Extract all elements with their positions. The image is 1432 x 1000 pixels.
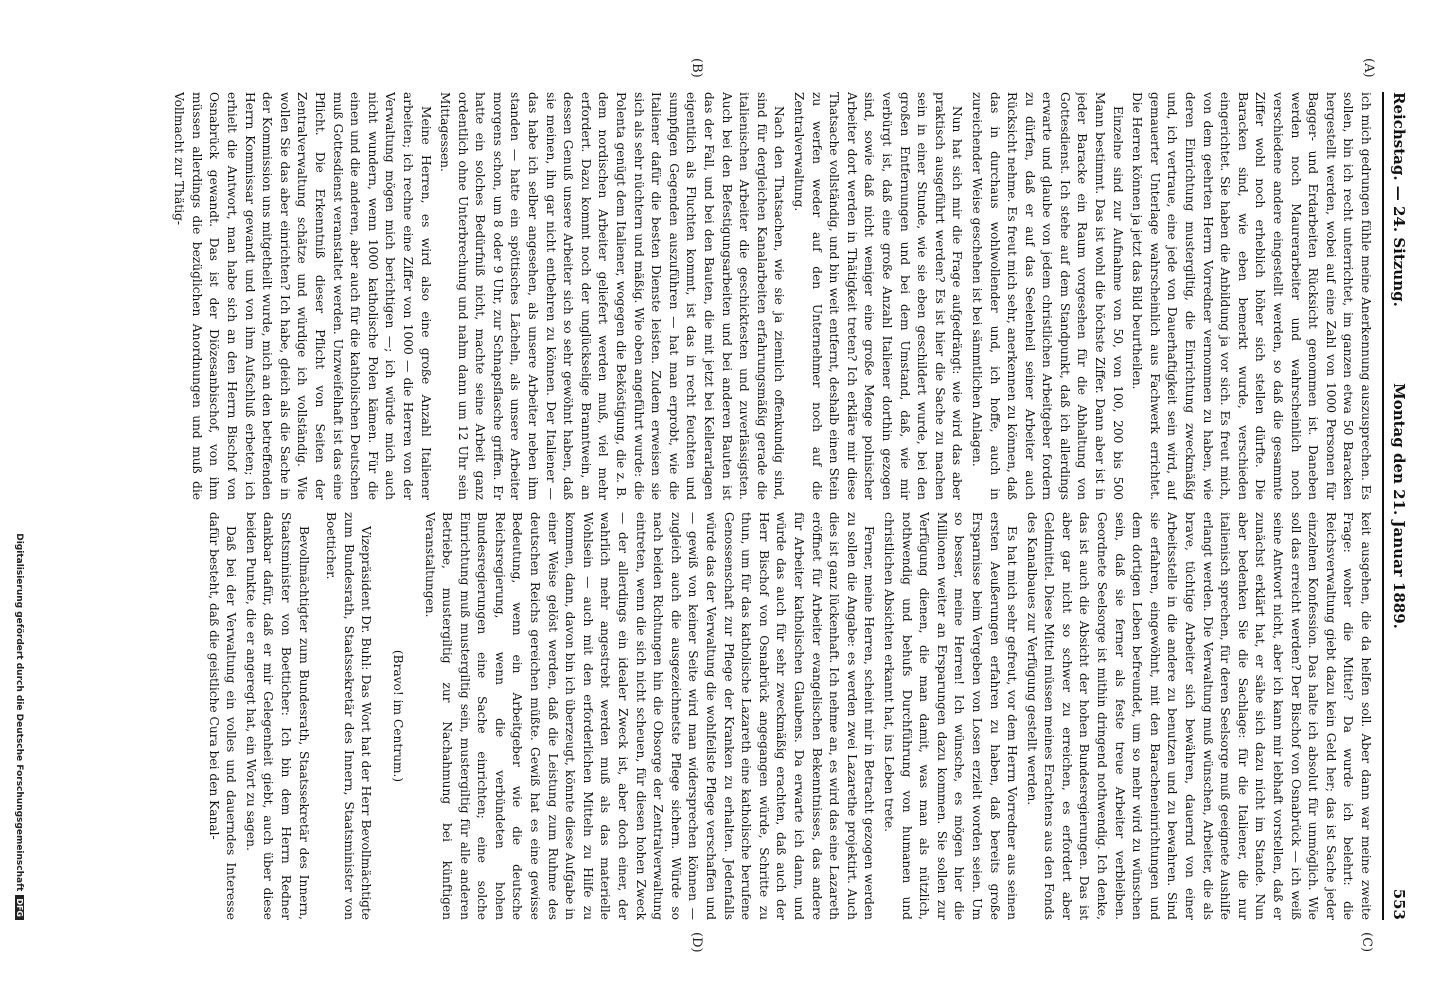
paragraph: Nach den Thatsachen, wie sie ja ziemlich offenkundig sind, sind für dergleichen Kanalarbeiten erfahrungsmäßig gerade die italienischen Arbeiter die geschicktesten und zuverlässigsten. Auch bei den Befestigungsarbeiten und bei anderen Bauten ist das der Fall, und bei den Bauten, die mit jetzt bei Kellerarlagen eigentlich als Fluchten kommt, ist das in recht feuchten und sumpfigen Gegenden auszuführen — hat man erprobt, wie die Italiener dafür die besten Dienste leisten. Zudem erweisen sie sich als sehr nüchtern und mäßig. Wie oben angeführt wurde: die Polenta genügt dem Italiener, wogegen die Beköstigung, die z. B. dem nordischen Arbeiter geliefert werden muß, viel mehr erfordert. Dazu kommt noch der unglückselige Branntwein, an dessen Genuß unsere Arbeiter sich so sehr gewöhnt haben, daß sie meinen, ihn gar nicht entbehren zu können. Der Italiener — das habe ich selber angesehen, als unsere Arbeiter neben ihm standen — hatte ein spöttisches Lächeln, als unsere Arbeiter morgens schon, um 8 oder 9 Uhr, zur Schnapsflasche griffen. Er hatte ein solches Bedürfniß nicht, machte seine Arbeit ganz ordentlich ohne Unterbrechung und nahm dann um 12 Uhr sein Mittagessen.	[438, 92, 787, 500]
paragraph: Daß bei der Verwaltung ein volles und dauerndes Interesse dafür besteht, daß die geistliche Cura bei den Kanal-	[206, 512, 239, 920]
page-header	[1382, 92, 1414, 920]
paragraph: Meine Herren, es wird also eine große Anzahl Italiener arbeiten; ich rechne eine Ziffer von 1000 — die Herren von der Verwaltung mögen mich berichtigen —; ich würde mich auch nicht wundern, wenn 1000 katholische Polen kämen. Für die einen und die anderen, aber auch für die katholischen Deutschen muß Gottesdienst veranstaltet werden. Unzweifelhaft ist das eine Pflicht. Die Erkenntniß dieser Pflicht von Seiten der Zentralverwaltung schätze und würdige ich vollständig. Wie wollen Sie das aber einrichten? Ich habe, gleich als die Sache in der Kommission uns mitgetheilt wurde, mich an den betreffenden Herrn Kommissar gewandt und von ihm Aufschluß erbeten; ich erhielt die Antwort, man habe sich an den Herrn Bischof von Osnabrück gewandt. Das ist der Diözesanbischof, von ihm müssen allerdings die bezüglichen Anordnungen und muß die Vollmacht zur Thätig-	[172, 92, 433, 500]
speaker-paragraph: Vizepräsident Dr. Buhl: Das Wort hat der Herr Bevollmächtigte zum Bundesrath, Staatssekretär des Innern, Staatsminister von Boetticher.	[324, 512, 374, 920]
paragraph: Nun hat sich mir die Frage aufgedrängt: wie wird das aber praktisch ausgeführt werden? Es ist hier die Sache zu machen sein in einer Stunde, wie sie eben geschildert wurde, bei den großen Entfernungen und bei dem Umstand, daß, wie mir verbürgt ist, daß eine große Anzahl Italiener dorthin gezogen sind, sowie daß nicht weniger eine große Menge polnischer Arbeiter dort werden in Thätigkeit treten? Ich erkläre mir diese Thatsache vollständig, und bin weit entfernt, deshalb einen Stein zu werfen weder auf den Unternehmer noch auf die Zentralverwaltung.	[792, 92, 965, 500]
margin-mark-c: (C)	[1359, 932, 1374, 953]
paragraph: keit ausgehen, die da helfen soll. Aber dann war meine zweite Frage: woher die Mittel? Da wurde ich belehrt: die Reichsverwaltung giebt dazu kein Geld her; das ist Sache jeder einzelnen Konfession. Das halte ich absolut für unmöglich. Wie soll das erreicht werden? Der Bischof von Osnabrück — ich weiß seine Antwort nicht, aber ich kann mir lebhaft vorstellen, daß er zunächst erklärt hat, er sähe sich dazu nicht im Stande. Nun aber bedenken Sie die Sachlage: für die Italiener, die nur italienisch sprechen, für deren Seelsorge muß geeignete Aushilfe erlangt werden. Die Verwaltung muß wünschen, Arbeiter, die als brave, tüchtige Arbeiter sich bewähren, dauernd von einer Arbeitsstelle in die andere zu benutzen und zu bewahren. Sind sie erfahren, eingewöhnt, mit den Baracheneinrichtungen und dem dortigen Leben befreundet, um so mehr wird zu wünschen sein, daß sie ferner als feste treue Arbeiter verbleiben. Geordnete Seelsorge ist mithin dringend nothwendig. Ich denke, das ist auch die Absicht der hohen Bundesregierungen. Das ist aber gar nicht so schwer zu erreichen, es erfordert aber Geldmittel. Diese Mittel müssen meines Erachtens aus den Fonds des Kanalbaues zur Verfügung gestellt werden.	[1024, 512, 1373, 920]
paragraph: Einzelne sind zur Aufnahme von 50, von 100, 200 bis 500 Mann bestimmt. Das ist wohl die höchste Ziffer. Dann aber ist in jeder Baracke ein Raum vorgesehen für die Abhaltung von Gottesdienst. Ich stehe auf dem Standpunkt, daß ich allerdings erwarte und glaube von jedem christlichen Arbeitgeber fordern zu dürfen, daß er auf das Seelenheil seiner Arbeiter auch Rücksicht nehme. Es freut mich sehr, anerkennen zu können, daß das in durchaus wohlwollender und, ich hoffe, auch in zureichender Weise geschehen ist bei sämmtlichen Anlagen.	[969, 92, 1125, 500]
applause-note: (Bravo! im Centrum.)	[390, 649, 405, 783]
paragraph: Es hat mich sehr gefreut, vor dem Herrn Vorredner aus seinen ersten Aeußerungen erfahren zu haben, daß bereits große Ersparnisse beim Vergeben von Losen erzielt worden seien. Um so besser, meine Herren! Ich wünsche, es mögen hier die Millionen weiter an Ersparungen dazu kommen. Sie sollen zur Verfügung dienen, die man damit, was man als nützlich, nothwendig und behufs Durchführung von humanen und christlichen Absichten erkannt hat, ins Leben trete.	[881, 512, 1020, 920]
funding-note: Digitalisierung gefördert durch die Deutsche Forschungsgemeinschaft	[14, 533, 24, 892]
paragraph: Ferner, meine Herren, scheint mir in Betracht gezogen werden zu sollen die Angabe: es werden zwei Lazarethe projektirt. Auch dies ist ganz lückenhaft. Ich nehme an, es wird das eine Lazareth eröffnet für Arbeiter evangelischen Bekenntnisses, das andere für Arbeiter katholischen Glaubens. Da erwarte ich dann, und würde das auch für sehr zweckmäßig erachten, daß auch der Herr Bischof von Osnabrück angegangen würde, Schritte zu thun, um für das katholische Lazareth eine katholische berufene Genossenschaft zur Pflege der Kranken zu erhalten. Jedenfalls würde das der Verwaltung die wohlfeilste Pflege verschaffen und — gewiß von keiner Seite wird man widersprechen können — zugleich auch die ausgezeichnetste Pflege sichern. Würde so nach beiden Richtungen hin die Obsorge der Zentralverwaltung eintreten, wenn die sich nicht scheuen, für diesen hohen Zweck — der allerdings ein idealer Zweck ist, aber doch einer, der wahrlich mehr angestrebt werden muß als das materielle Wohlsein — auch mit den erforderlichen Mitteln zu Hilfe zu kommen, dann, davon bin ich überzeugt, könnte diese Aufgabe in einer Weise gelöst werden, daß die Leistung zum Ruhme des deutschen Reichs gereichen müßte. Gewiß hat es eine gewisse Bedeutung, wenn ein Arbeitgeber wie die deutsche Reichsregierung, wenn die verbündeten hohen Bundesregierungen eine Sache einrichten; eine solche Einrichtung muß mustergiltig sein, mustergiltig für alle anderen Betriebe, mustergiltig zur Nachahmung bei künftigen Veranstaltungen.	[422, 512, 877, 920]
margin-mark-d: (D)	[689, 932, 704, 953]
header-left: Reichstag. — 24. Sitzung.	[1390, 92, 1408, 307]
speaker-paragraph: Bevollmächtigter zum Bundesrath, Staatssekretär des Innern, Staatsminister von Boetticher: Ich bin dem Herrn Redner dankbar dafür, daß er mir Gelegenheit giebt, auch über diese beiden Punkte, die er angeregt hat, ein Wort zu sagen.	[243, 512, 311, 920]
left-column	[94, 92, 1374, 500]
paragraph: ich mich gedrungen fühle meine Anerkennung auszusprechen. Es sollen, bin ich recht unterrichtet, im ganzen etwa 50 Baracken hergestellt werden, wobei auf eine Zahl von 1000 Personen für Bagger- und Erdarbeiten Rücksicht genommen ist. Daneben werden noch Maurerarbeiter und wahrscheinlich noch verschiedene andere eingestellt werden, so daß die gesammte Ziffer wohl noch erheblich höher sich stellen dürfte. Die Baracken sind, wie eben bemerkt wurde, verschieden eingerichtet. Sie haben die Anbildung ja vor sich. Es freut mich, von dem geehrten Herrn Vorredner vernommen zu haben, wie deren Einrichtung mustergiltig, die Einrichtung zweckmäßig und, ich vertraue, eine jede von Dauerhaftigkeit sein wird, auf gemauerter Unterlage wahrscheinlich aus Fachwerk errichtet. Die Herren können ja jetzt das Bild beurtheilen.	[1130, 92, 1373, 500]
funding-footer	[14, 90, 24, 920]
margin-mark-a: (A)	[1361, 58, 1376, 78]
right-column	[94, 512, 1374, 920]
margin-mark-b: (B)	[689, 58, 704, 78]
page-number: 553	[1390, 888, 1408, 920]
dfg-logo: DFG	[15, 895, 24, 920]
header-date: Montag den 21. Januar 1889.	[1390, 383, 1408, 629]
